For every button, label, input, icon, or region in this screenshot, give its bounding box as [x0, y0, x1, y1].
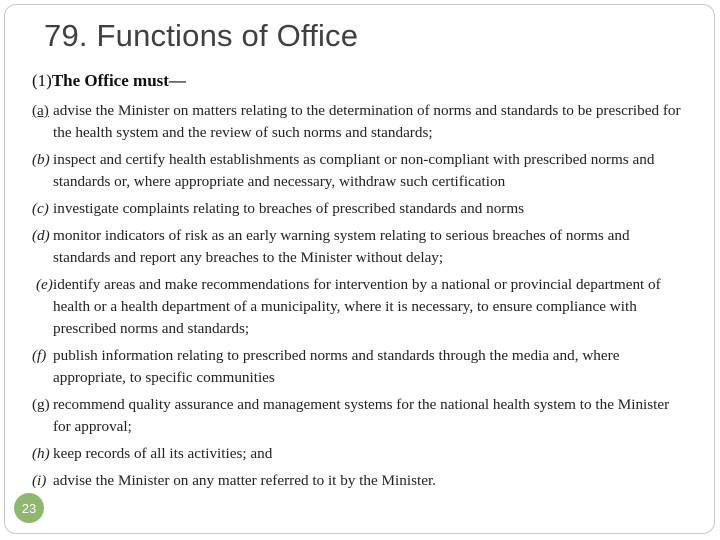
functions-list — [32, 100, 682, 497]
slide-title: 79. Functions of Office — [44, 18, 359, 53]
list-item-d — [32, 225, 682, 269]
item-marker: (g) — [32, 396, 50, 413]
subsection-heading: The Office must— — [51, 71, 186, 90]
subsection-number: (1) — [32, 71, 52, 90]
item-marker: (i) — [32, 472, 47, 489]
list-item-c — [32, 198, 682, 220]
item-text: keep records of all its activities; and — [53, 445, 273, 462]
item-text: advise the Minister on any matter referred to it by the Minister. — [53, 472, 436, 489]
slide-number-badge: 23 — [14, 493, 44, 523]
list-item-g — [32, 394, 682, 438]
item-text: publish information relating to prescribed norms and standards through the media and, where appropriate, to specific communities — [53, 347, 620, 386]
item-marker: (h) — [32, 445, 50, 462]
item-text: monitor indicators of risk as an early warning system relating to serious breaches of norms and standards and report any breaches to the Minister without delay; — [53, 227, 630, 266]
list-item-i — [32, 470, 682, 492]
item-text: advise the Minister on matters relating to the determination of norms and standards to be prescribed for the health system and the review of such norms and standards; — [53, 102, 681, 141]
list-item-h — [32, 443, 682, 465]
list-item-f — [32, 345, 682, 389]
item-text: inspect and certify health establishments as compliant or non-compliant with prescribed norms and standards or, where appropriate and necessary, withdraw such certification — [53, 151, 655, 190]
item-text: investigate complaints relating to breaches of prescribed standards and norms — [53, 200, 525, 217]
item-marker: (c) — [32, 200, 49, 217]
item-text: identify areas and make recommendations for intervention by a national or provincial department of health or a health department of a municipality, where it is necessary, to ensure compliance with prescribed norms and standards; — [53, 276, 661, 337]
list-item-b — [32, 149, 682, 193]
item-marker: (e) — [36, 276, 53, 293]
item-marker: (d) — [32, 227, 50, 244]
list-item-e — [32, 274, 682, 340]
list-item-a — [32, 100, 682, 144]
section-subheading — [32, 71, 186, 91]
item-marker: (f) — [32, 347, 47, 364]
item-marker: (b) — [32, 151, 50, 168]
item-text: recommend quality assurance and management systems for the national health system to the Minister for approval; — [53, 396, 670, 435]
item-marker: (a) — [32, 102, 49, 119]
